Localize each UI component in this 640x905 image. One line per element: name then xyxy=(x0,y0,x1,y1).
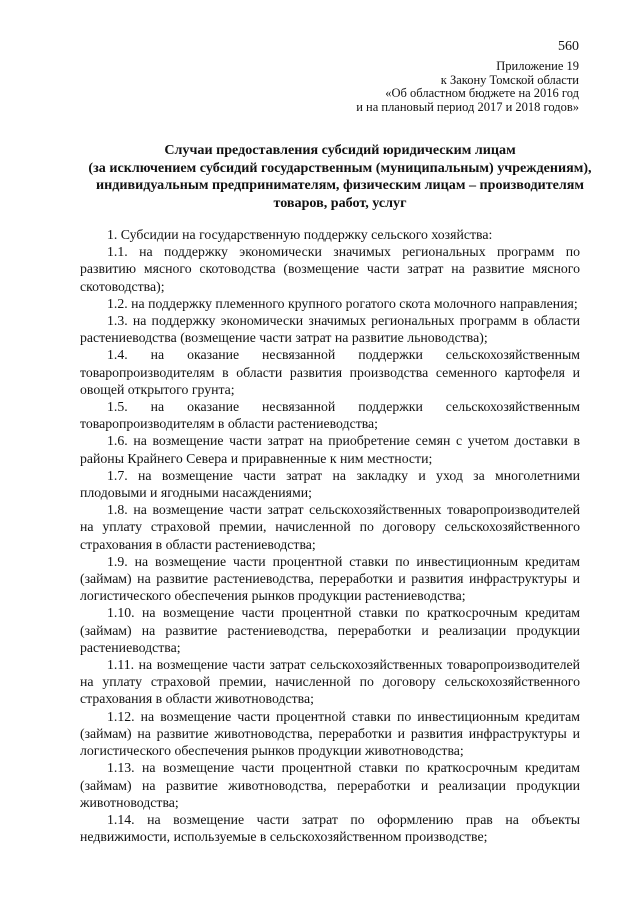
paragraph-1-1: 1.1. на поддержку экономически значимых региональных программ по развитию мясного скотоводства (возмещение части затрат на развитие мясного скотоводства); xyxy=(80,244,580,294)
title-line: товаров, работ, услуг xyxy=(273,194,407,211)
paragraph-1-3: 1.3. на поддержку экономически значимых региональных программ в области растениеводства (возмещение части затрат на развитие льноводства); xyxy=(80,313,580,346)
title-line: индивидуальным предпринимателям, физическим лицам – производителям xyxy=(95,177,585,194)
paragraph-1-13: 1.13. на возмещение части процентной ставки по краткосрочным кредитам (займам) на развитие животноводства, переработки и реализации продукции животноводства; xyxy=(80,760,580,810)
paragraph-1-7: 1.7. на возмещение части затрат на закладку и уход за многолетними плодовыми и ягодными насаждениями; xyxy=(80,467,580,501)
paragraph-1-6: 1.6. на возмещение части затрат на приобретение семян с учетом доставки в районы Крайнего Севера и приравненные к ним местности; xyxy=(80,433,580,466)
paragraph-1-5: 1.5. на оказание несвязанной поддержки сельскохозяйственным товаропроизводителям в области растениеводства; xyxy=(80,399,580,432)
paragraph-1-9: 1.9. на возмещение части процентной ставки по инвестиционным кредитам (займам) на развитие растениеводства, переработки и развития инфраструктуры и логистического обеспечения рынков продукции растениеводства; xyxy=(80,553,580,604)
paragraph-1: 1. Субсидии на государственную поддержку сельского хозяйства: xyxy=(107,227,493,242)
title-line: (за исключением субсидий государственным (муниципальным) учреждениям), xyxy=(88,159,592,176)
paragraph-1-8: 1.8. на возмещение части затрат сельскохозяйственных товаропроизводителей на уплату страховой премии, начисленной по договору сельскохозяйственного страхования в области растениеводства; xyxy=(80,502,580,552)
paragraph-1-11: 1.11. на возмещение части затрат сельскохозяйственных товаропроизводителей на уплату страховой премии, начисленной по договору сельскохозяйственного страхования в области животноводства; xyxy=(80,657,580,707)
paragraph-1-4: 1.4. на оказание несвязанной поддержки сельскохозяйственным товаропроизводителям в области развития производства семенного картофеля и овощей открытого грунта; xyxy=(80,347,580,397)
appendix-line: и на плановый период 2017 и 2018 годов» xyxy=(356,100,579,115)
appendix-line: к Закону Томской области xyxy=(440,72,579,87)
appendix-header xyxy=(356,60,579,115)
document-body xyxy=(80,226,580,845)
title-line: Случаи предоставления субсидий юридическим лицам xyxy=(164,142,516,158)
paragraph-1-10: 1.10. на возмещение части процентной ставки по краткосрочным кредитам (займам) на развитие растениеводства, переработки и реализации продукции растениеводства; xyxy=(80,605,580,655)
document-title xyxy=(80,142,600,212)
appendix-line: «Об областном бюджете на 2016 год xyxy=(385,86,579,101)
paragraph-1-2: 1.2. на поддержку племенного крупного рогатого скота молочного направления; xyxy=(107,295,578,311)
paragraph-1-14: 1.14. на возмещение части затрат по оформлению прав на объекты недвижимости, используемые в сельскохозяйственном производстве; xyxy=(80,811,580,845)
page-number: 560 xyxy=(558,39,579,54)
appendix-line: Приложение 19 xyxy=(496,59,579,73)
paragraph-1-12: 1.12. на возмещение части процентной ставки по инвестиционным кредитам (займам) на развитие животноводства, переработки и развития инфраструктуры и логистического обеспечения рынков продукции животноводства; xyxy=(80,708,580,759)
